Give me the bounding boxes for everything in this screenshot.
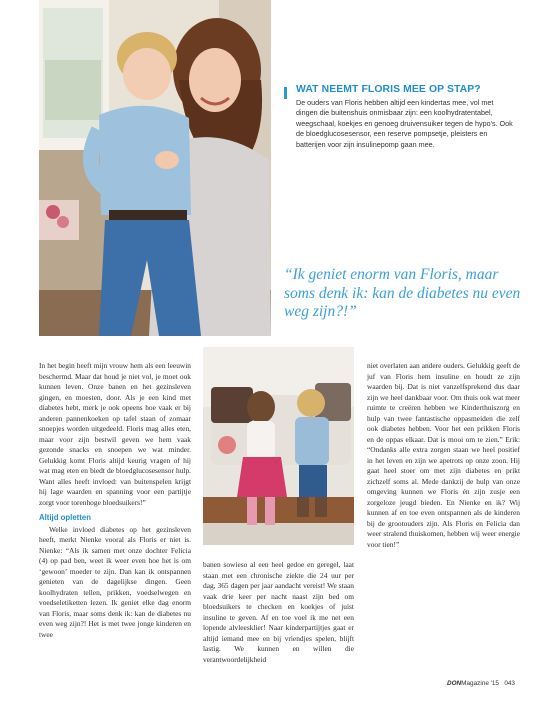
- paragraph: In het begin heeft mijn vrouw hem als een leeuwin beschermd. Maar dat houd je niet vol, je moet ook kunnen leven. Onze banen en het gezinsleven gingen, en moesten, door. Als je een kind met diabetes hebt, merk je ook opeens hoe vaak er bij anderen pannenkoeken op tafel staan of zomaar snoepjes worden uitgedeeld. Floris mag alles eten, maar voor zijn bestwil geven we hem vaak gezonde snacks en snoepen we wat minder. Gelukkig komt Floris altijd keurig vragen of hij wat mag eten en biedt de bloedglucosesensor hulp. Want alles heeft invloed: van buitenspelen krijgt hij lage waarden en spanning voor een partijtje zorgt voor torenhoge bloedsuikers!”: [39, 361, 191, 507]
- paragraph: Welke invloed diabetes op het gezinsleven heeft, merkt Nienke vooral als Floris er niet is. Nienke: “Als ik samen met onze dochter Felicia (4) op pad ben, weet ik weer even hoe het is om ‘gewoon’ moeder te zijn. Dan kan ik ontspannen genieten van de dagelijkse dingen. Geen koolhydraten tellen, prikken, voedselwegen en voedseletiketten lezen. Ik geniet elke dag enorm van Floris, maar soms denk ik: kan de diabetes nu even weg zijn?! Het is met twee jonge kinderen en twee: [39, 524, 191, 639]
- accent-bar: [284, 87, 287, 99]
- magazine-issue: Magazine '15: [461, 680, 499, 687]
- paragraph: banen sowieso al een heel gedoe en geregel, laat staan met een chronische ziekte die 24 uur per dag, 365 dagen per jaar aandacht vereist! We staan vaak drie keer per nacht naast zijn bed om bloedsuikers te checken en koekjes of juist insuline te geven. Af en toe voel ik me net een lopende alvleesklier! Naar kinderpartijtjes gaat er altijd iemand mee en bij vriendjes spelen, blijft lastig. We kunnen en willen die verantwoordelijkheid: [203, 560, 354, 664]
- body-column-2: [203, 560, 354, 665]
- magazine-name: DON: [446, 680, 462, 687]
- page-footer: [447, 680, 515, 687]
- body-column-3: [367, 361, 520, 550]
- info-box-text: De ouders van Floris hebben altijd een kindertas mee, vol met dingen die buitenshuis onmisbaar zijn: een koolhydratentabel, weegschaal, koekjes en genoeg druivensuiker tegen de hypo's. Ook de bloedglucosesensor, een reserve pompsetje, pleisters en batterijen voor zijn insulinepomp gaan mee.: [296, 98, 513, 149]
- body-column-1: [39, 361, 191, 640]
- kids-photo: [203, 347, 354, 545]
- info-box: [284, 84, 516, 150]
- page-number: 043: [504, 680, 515, 687]
- paragraph: niet overlaten aan andere ouders. Gelukkig geeft de juf van Floris hem insuline en houdt ze zijn waarden bij. Dat is niet vanzelfsprekend dus daar zijn we heel dankbaar voor. Om thuis ook wat meer ruimte te creëren hebben we Kinderthuiszorg en hulp van twee fantastische oppasmeiden die zelf ook diabetes hebben. Voor het een prikken Floris en de oppas elkaar. Dat is mooi om te zien.” Erik: “Ondanks alle extra zorgen staan we heel positief in het leven en zijn we apetrots op onze zoon. Hij gaat heel stoer om met zijn diabetes en prikt zichzelf soms al. Mede dankzij de hulp van onze omgeving kunnen we Floris én zijn zusje een zorgeloze jeugd bieden. En Nienke en ik? Wij kunnen af en toe even ontspannen als de kinderen bij de grootouders zijn. Als Floris en Felicia dan weer stralend thuiskomen, hebben wij weer energie voor tien!”: [367, 361, 520, 549]
- info-box-title: WAT NEEMT FLORIS MEE OP STAP?: [296, 84, 481, 95]
- pull-quote: “Ik geniet enorm van Floris, maar soms denk ik: kan de diabetes nu even weg zijn?!”: [284, 266, 521, 320]
- hero-photo-mother-and-son: [39, 0, 271, 336]
- subheading: Altijd opletten: [39, 513, 91, 522]
